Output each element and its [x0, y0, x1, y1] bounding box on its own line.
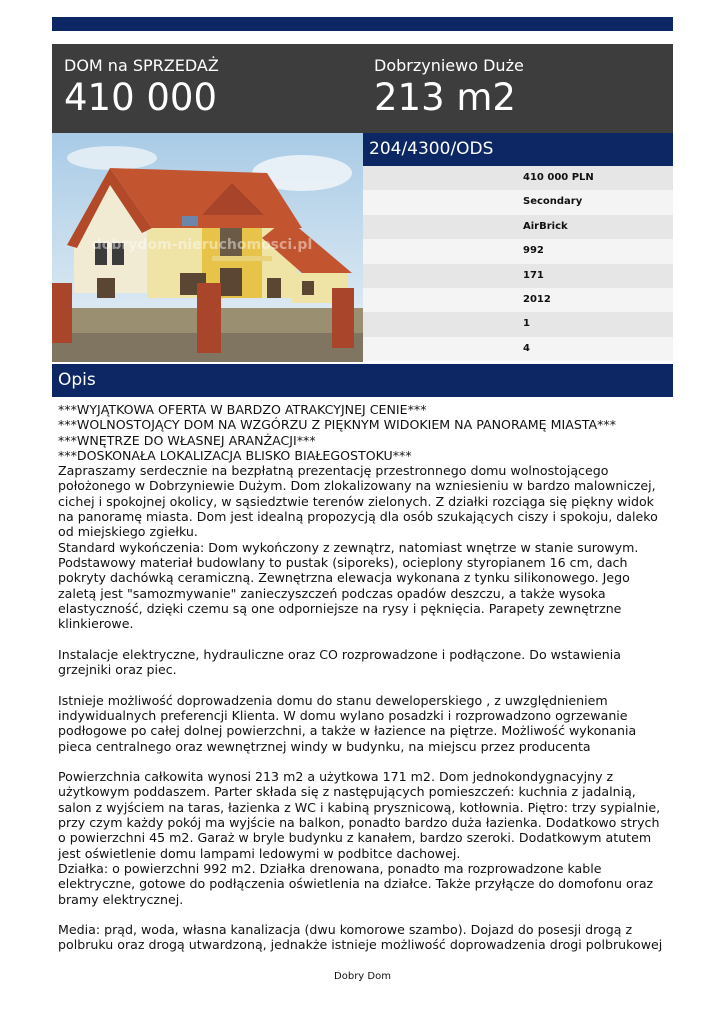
description-text: ***WYJĄTKOWA OFERTA W BARDZO ATRAKCYJNEJ CENIE*** ***WOLNOSTOJĄCY DOM NA WZGÓRZU Z PIĘKNYM WIDOKIEM NA PANORAMĘ MIASTA*** ***WNĘTRZE DO WŁASNEJ ARANŻACJI*** ***DOSKONAŁA LOKALIZACJA BLISKO BIAŁEGOSTOKU*** Zapraszamy serdecznie na bezpłatną prezentację przestronnego domu wolnostojącego położonego w Dobrzyniewie Dużym. Dom zlokalizowany na wzniesieniu w bardzo malowniczej, cichej i spokojnej okolicy, w sąsiedztwie terenów zielonych. Z działki rozciąga się piękny widok na panoramę miasta. Dom jest idealną propozycją dla osób szukających ciszy i spokoju, daleko od miejskiego zgiełku. Standard wykończenia: Dom wykończony z zewnątrz, natomiast wnętrze w stanie surowym. Podstawowy materiał budowlany to pustak (siporeks), ocieplony styropianem 16 cm, dach pokryty dachówką ceramiczną. Zewnętrzna elewacja wykonana z tynku silikonowego. Jego zaletą jest "samozmywanie" zanieczyszczeń podczas opadów deszczu, a także wysoka elastyczność, dzięki czemu są one odporniejsze na rysy i pęknięcia. Parapety zewnętrzne klinkierowe. Instalacje elektryczne, hydrauliczne oraz CO rozprowadzone i podłączone. Do wstawienia grzejniki oraz piec. Istnieje możliwość doprowadzenia domu do stanu deweloperskiego , z uwzględnieniem indywidualnych preferencji Klienta. W domu wylano posadzki i rozprowadzono ogrzewanie podłogowe po całej dolnej powierzchni, a także w łazience na piętrze. Możliwość wykonania pieca centralnego oraz wewnętrznej windy w budynku, na miejscu przez producenta Powierzchnia całkowita wynosi 213 m2 a użytkowa 171 m2. Dom jednokondygnacyjny z użytkowym poddaszem. Parter składa się z następujących pomieszczeń: kuchnia z jadalnią, salon z wyjściem na taras, łazienka z WC i kabiną prysznicową, kotłownia. Piętro: trzy sypialnie, przy czym każdy pokój ma wyjście na balkon, ponadto bardzo duża łazienka. Dodatkowo strych o powierzchni 45 m2. Garaż w bryle budynku z kanałem, bardzo szeroki. Dodatkowym atutem jest oświetlenie domu lampami ledowymi w podbitce dachowej. Działka: o powierzchni 992 m2. Działka drenowana, ponadto ma rozprowadzone kable elektryczne, gotowe do podłączenia oświetlenia na działce. Także przyłącze do domofonu oraz bramy elektrycznej. Media: prąd, woda, własna kanalizacja (dwu komorowe szambo). Dojazd do posesji drogą z polbruku oraz drogą utwardzoną, jednakże istnieje możliwość doprowadzenia drogi polbrukowej	[58, 402, 663, 953]
property-type: DOM na SPRZEDAŻ	[64, 56, 219, 75]
footer-company: Dobry Dom	[334, 971, 391, 982]
listing-header	[52, 44, 673, 133]
detail-row-market: Secondary	[363, 190, 673, 214]
detail-row-usable-area: 171	[363, 264, 673, 288]
detail-row-rooms: 4	[363, 337, 673, 361]
details-table	[363, 166, 673, 361]
detail-row-plot-area: 992	[363, 239, 673, 263]
header-left	[64, 56, 219, 120]
area: 213 m2	[374, 76, 516, 119]
detail-row-year: 2012	[363, 288, 673, 312]
section-title-opis: Opis	[52, 364, 673, 397]
header-right	[374, 56, 524, 120]
photo-watermark: dobrydom-nieruchomosci.pl	[91, 237, 313, 253]
detail-row-price: 410 000 PLN	[363, 166, 673, 190]
reference-number: 204/4300/ODS	[363, 133, 673, 166]
detail-row-floors: 1	[363, 312, 673, 336]
price: 410 000	[64, 76, 218, 119]
top-accent-bar	[52, 17, 673, 31]
property-photo	[52, 133, 363, 362]
location: Dobrzyniewo Duże	[374, 56, 524, 75]
detail-row-material: AirBrick	[363, 215, 673, 239]
